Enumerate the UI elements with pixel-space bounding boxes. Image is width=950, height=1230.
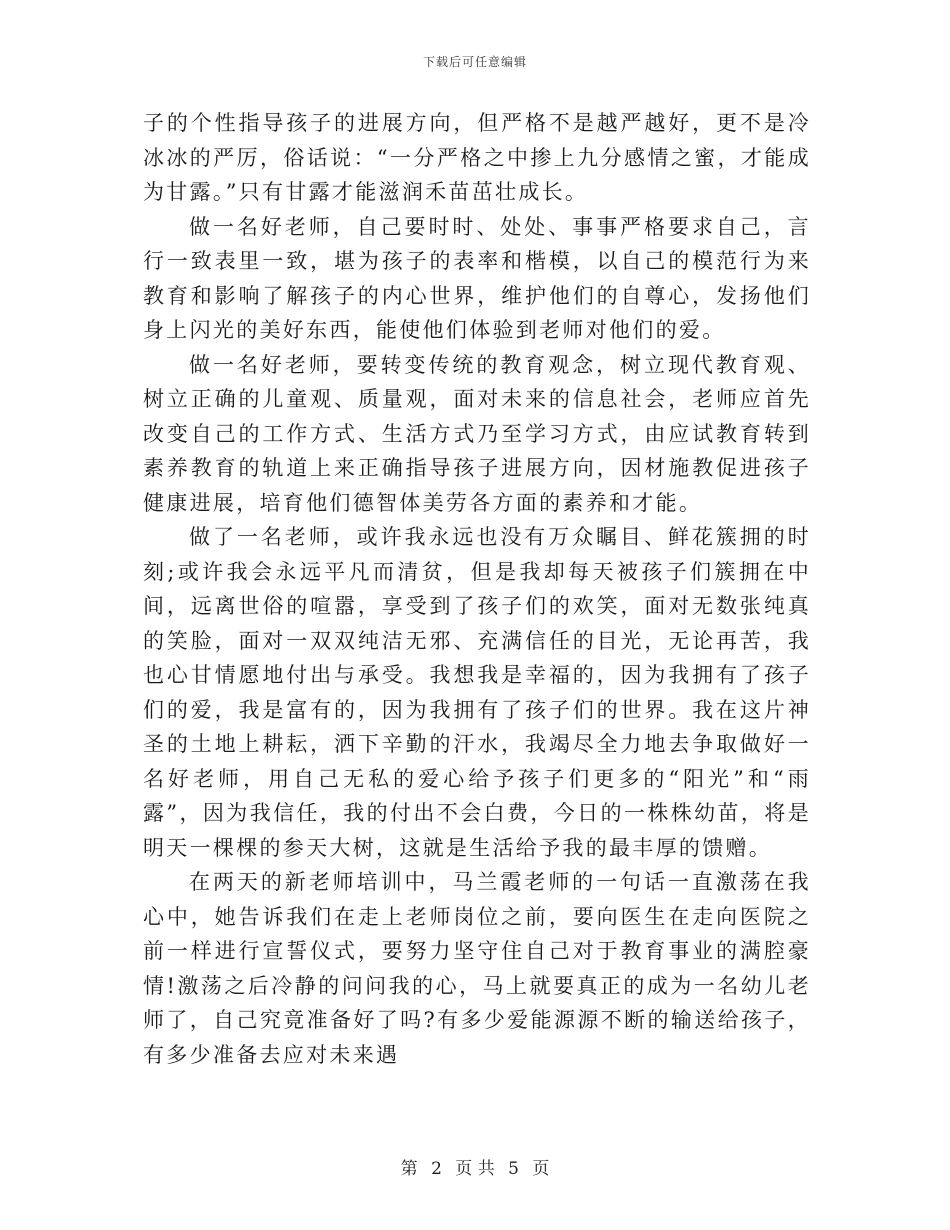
page-header	[0, 53, 950, 70]
footer-suffix: 页	[532, 1159, 550, 1179]
header-text: 下载后可任意编辑	[422, 55, 527, 69]
paragraph-3: 做一名好老师，要转变传统的教育观念，树立现代教育观、树立正确的儿童观、质量观，面对未来的信息社会，老师应首先改变自己的工作方式、生活方式乃至学习方式，由应试教育转到素养教育的轨道上来正确指导孩子进展方向，因材施教促进孩子健康进展，培育他们德智体美劳各方面的素养和才能。	[143, 352, 811, 515]
paragraph-5: 在两天的新老师培训中，马兰霞老师的一句话一直激荡在我心中，她告诉我们在走上老师岗位之前，要向医生在走向医院之前一样进行宣誓仪式，要努力坚守住自己对于教育事业的满腔豪情!激荡之后冷静的问问我的心，马上就要真正的成为一名幼儿老师了，自己究竟准备好了吗?有多少爱能源源不断的输送给孩子，有多少准备去应对未来遇	[143, 870, 811, 1067]
document-body	[143, 106, 811, 1072]
footer-middle: 页 共	[455, 1159, 495, 1179]
footer-prefix: 第	[400, 1159, 418, 1179]
current-page-number: 2	[431, 1159, 442, 1179]
paragraph-2: 做一名好老师，自己要时时、处处、事事严格要求自己，言行一致表里一致，堪为孩子的表率和楷模，以自己的模范行为来教育和影响了解孩子的内心世界，维护他们的自尊心，发扬他们身上闪光的美好东西，能使他们体验到老师对他们的爱。	[143, 214, 811, 342]
paragraph-1: 子的个性指导孩子的进展方向，但严格不是越严越好，更不是冷冰冰的严厉，俗话说：“一分严格之中掺上九分感情之蜜，才能成为甘露。”只有甘露才能滋润禾苗茁壮成长。	[143, 111, 811, 204]
page-footer	[0, 1154, 950, 1179]
paragraph-4: 做了一名老师，或许我永远也没有万众瞩目、鲜花簇拥的时刻;或许我会永远平凡而清贫，但是我却每天被孩子们簇拥在中间，远离世俗的喧嚣，享受到了孩子们的欢笑，面对无数张纯真的笑脸，面对一双双纯洁无邪、充满信任的目光，无论再苦，我也心甘情愿地付出与承受。我想我是幸福的，因为我拥有了孩子们的爱，我是富有的，因为我拥有了孩子们的世界。我在这片神圣的土地上耕耘，洒下辛勤的汗水，我竭尽全力地去争取做好一名好老师，用自己无私的爱心给予孩子们更多的“阳光”和“雨露”，因为我信任，我的付出不会白费，今日的一株株幼苗，将是明天一棵棵的参天大树，这就是生活给予我的最丰厚的馈赠。	[143, 525, 811, 860]
total-pages-number: 5	[508, 1159, 519, 1179]
